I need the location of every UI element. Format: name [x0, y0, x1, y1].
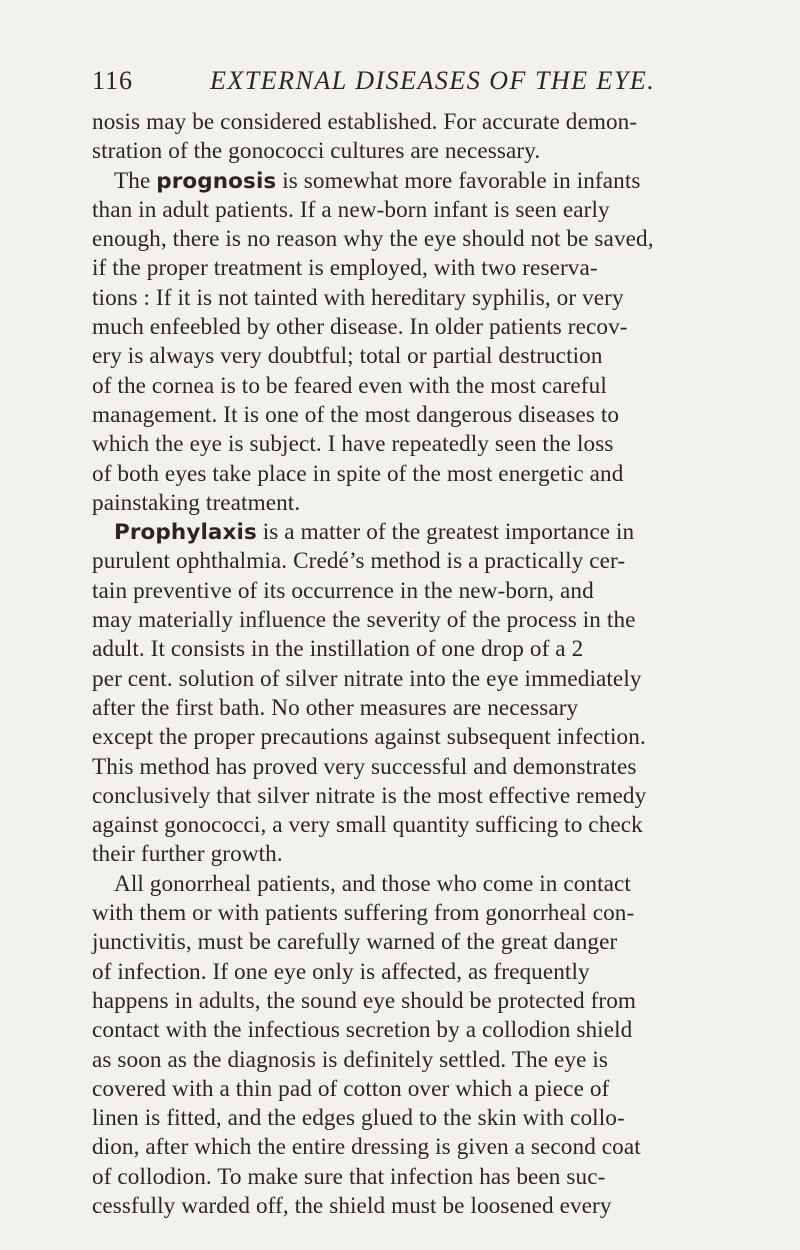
line-text: This method has proved very successful and demonstrates [92, 753, 637, 780]
line-text: much enfeebled by other disease. In older patients recov- [92, 314, 628, 341]
line-text: stration of the gonococci cultures are necessary. [92, 138, 541, 165]
text-line [92, 840, 756, 869]
line-text: ery is always very doubtful; total or partial destruction [92, 343, 603, 370]
bold-term: Prophylaxis [114, 520, 257, 546]
line-text: is a matter of the greatest importance in [256, 519, 635, 546]
line-text: cessfully warded off, the shield must be loosened every [92, 1192, 612, 1219]
text-line [92, 1016, 756, 1045]
line-text: of the cornea is to be feared even with the most careful [92, 372, 607, 399]
line-text: if the proper treatment is employed, with two reserva- [92, 255, 598, 282]
text-line [92, 1133, 756, 1162]
text-line [92, 606, 756, 635]
line-text: happens in adults, the sound eye should be protected from [92, 987, 637, 1014]
line-text: of collodion. To make sure that infection has been suc- [92, 1163, 606, 1190]
page-number: 116 [92, 66, 134, 95]
text-line [92, 899, 756, 928]
text-line [92, 811, 756, 840]
text-line [92, 313, 756, 342]
line-text: with them or with patients suffering from gonorrheal con- [92, 900, 635, 927]
text-line [92, 284, 756, 313]
text-line [92, 196, 756, 225]
line-text: management. It is one of the most dangerous diseases to [92, 401, 620, 428]
text-line [92, 753, 756, 782]
text-line [92, 225, 756, 254]
running-title: EXTERNAL DISEASES OF THE EYE. [210, 66, 656, 95]
line-text: which the eye is subject. I have repeatedly seen the loss [92, 431, 614, 458]
text-line [92, 928, 756, 957]
text-line [92, 430, 756, 459]
text-line [92, 518, 756, 547]
line-text: nosis may be considered established. For accurate demon- [92, 109, 638, 135]
line-text: covered with a thin pad of cotton over which a piece of [92, 1075, 610, 1102]
line-text: contact with the infectious secretion by a collodion shield [92, 1017, 633, 1044]
text-line [92, 723, 756, 752]
text-line [92, 372, 756, 401]
text-line [92, 1104, 756, 1133]
text-line [92, 987, 756, 1016]
line-text: enough, there is no reason why the eye should not be saved, [92, 226, 654, 253]
line-text: All gonorrheal patients, and those who come in contact [114, 870, 631, 897]
text-line [92, 694, 756, 723]
line-text: than in adult patients. If a new-born infant is seen early [92, 196, 610, 223]
text-line [92, 1163, 756, 1192]
line-text: is somewhat more favorable in infants [276, 167, 641, 194]
line-text: after the first bath. No other measures are necessary [92, 694, 579, 721]
text-line [92, 1192, 756, 1221]
line-text: of infection. If one eye only is affected, as frequently [92, 958, 590, 985]
line-text: their further growth. [92, 841, 283, 868]
line-text: of both eyes take place in spite of the most energetic and [92, 460, 624, 487]
bold-term: prognosis [156, 168, 277, 194]
body-text [92, 108, 756, 1221]
text-line [92, 547, 756, 576]
text-line [92, 342, 756, 371]
text-line [92, 635, 756, 664]
line-text: tain preventive of its occurrence in the new-born, and [92, 577, 594, 604]
line-text: per cent. solution of silver nitrate into the eye immediately [92, 665, 642, 692]
text-line [92, 460, 756, 489]
line-text: purulent ophthalmia. Credé’s method is a practically cer- [92, 548, 626, 575]
line-text: junctivitis, must be carefully warned of the great danger [92, 929, 618, 956]
line-text: tions : If it is not tainted with hereditary syphilis, or very [92, 284, 624, 311]
text-line [92, 665, 756, 694]
text-line [92, 1075, 756, 1104]
text-line [92, 1046, 756, 1075]
text-line [92, 401, 756, 430]
text-line [92, 108, 756, 137]
line-lead-text: The [114, 167, 157, 194]
text-line [92, 254, 756, 283]
line-text: conclusively that silver nitrate is the most effective remedy [92, 782, 647, 809]
line-text: adult. It consists in the instillation of one drop of a 2 [92, 636, 584, 663]
text-line [92, 577, 756, 606]
line-text: as soon as the diagnosis is definitely settled. The eye is [92, 1046, 609, 1073]
text-line [92, 167, 756, 196]
line-text: linen is fitted, and the edges glued to the skin with collo- [92, 1105, 625, 1132]
text-line [92, 489, 756, 518]
line-text: dion, after which the entire dressing is given a second coat [92, 1134, 641, 1161]
page-header [92, 62, 748, 98]
text-line [92, 870, 756, 899]
line-text: against gonococci, a very small quantity sufficing to check [92, 812, 643, 839]
line-text: painstaking treatment. [92, 489, 301, 516]
text-line [92, 137, 756, 166]
text-line [92, 782, 756, 811]
text-line [92, 958, 756, 987]
line-text: may materially influence the severity of the process in the [92, 607, 636, 634]
line-text: except the proper precautions against subsequent infection. [92, 724, 646, 751]
